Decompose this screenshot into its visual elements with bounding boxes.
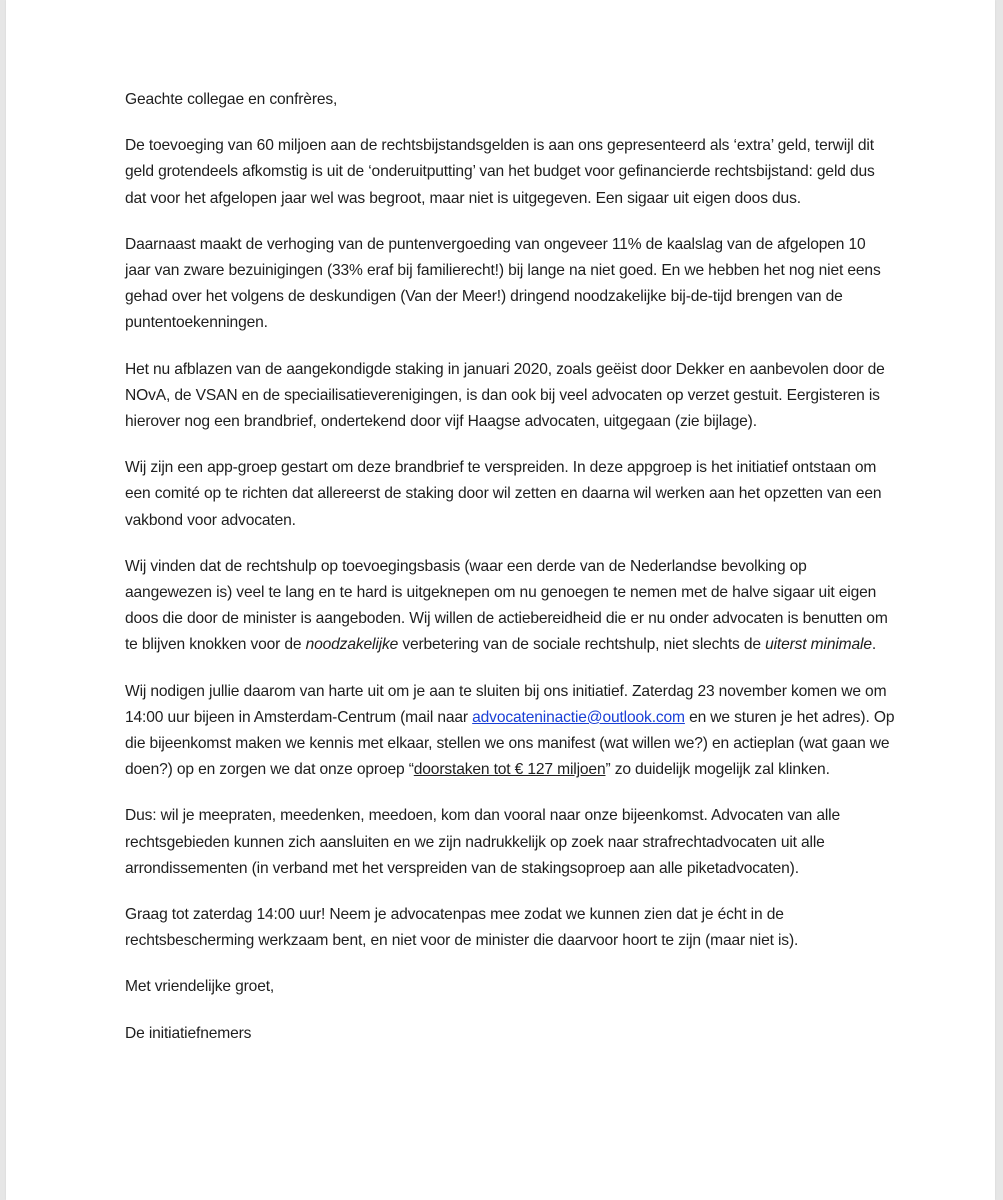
email-link[interactable]: advocateninactie@outlook.com [472,708,685,726]
paragraph-6 [125,679,895,784]
signature: De initiatiefnemers [125,1024,252,1042]
emphasis-noodzakelijke: noodzakelijke [305,636,399,654]
paragraph-6-text: Wij nodigen jullie daarom van harte uit om je aan te sluiten bij ons initiatief. Zaterdag 23 november komen we om 14:00 uur bijeen in Amsterdam-Centrum (mail naar [125,682,887,726]
paragraph-5-text: . [871,636,877,654]
paragraph-1: De toevoeging van 60 miljoen aan de rechtsbijstandsgelden is aan ons gepresenteerd als ‘extra’ geld, terwijl dit geld grotendeels afkomstig is uit de ‘onderuitputting’ van het budget voor gefinancierde rechtsbijstand: geld dus dat voor het afgelopen jaar wel was begroot, maar niet is uitgegeven. Een sigaar uit eigen doos dus. [125,137,875,207]
paragraph-3: Het nu afblazen van de aangekondigde staking in januari 2020, zoals geëist door Dekker en aanbevolen door de NOvA, de VSAN en de speciailisatieverenigingen, is dan ook bij veel advocaten op verzet gestuit. Eergisteren is hierover nog een brandbrief, ondertekend door vijf Haagse advocaten, uitgegaan (zie bijlage). [125,360,885,431]
paragraph-7: Dus: wil je meepraten, meedenken, meedoen, kom dan vooral naar onze bijeenkomst. Advocaten van alle rechtsgebieden kunnen zich aansluiten en we zijn nadrukkelijk op zoek naar strafrechtadvocaten uit alle arrondissementen (in verband met het verspreiden van de stakingsoproep aan alle piketadvocaten). [125,807,841,877]
paragraph-5-text: verbetering van de sociale rechtshulp, niet slechts de [398,636,766,654]
paragraph-4: Wij zijn een app-groep gestart om deze brandbrief te verspreiden. In deze appgroep is het initiatief ontstaan om een comité op te richten dat allereerst de staking door wil zetten en daarna wil werken aan het opzetten van een vakbond voor advocaten. [125,459,882,529]
document-page [6,0,995,1200]
letter-body [125,87,895,1067]
paragraph-2: Daarnaast maakt de verhoging van de puntenvergoeding van ongeveer 11% de kaalslag van de afgelopen 10 jaar van zware bezuinigingen (33% eraf bij familierecht!) bij lange na niet goed. En we hebben het nog niet eens gehad over het volgens de deskundigen (Van der Meer!) dringend noodzakelijke bij-de-tijd brengen van de puntentoekenningen. [125,235,881,332]
paragraph-5-text: Wij vinden dat de rechtshulp op toevoegingsbasis (waar een derde van de Nederlandse bevolking op aangewezen is) veel te lang en te hard is uitgeknepen om nu genoegen te nemen met de halve sigaar uit eigen doos die door de minister is aangeboden. Wij willen de actiebereidheid die er nu onder advocaten is benutten om te blijven knokken voor de [125,557,888,654]
slogan-quote: doorstaken tot € 127 miljoen [413,761,606,779]
paragraph-6-text: ” zo duidelijk mogelijk zal klinken. [605,761,830,779]
paragraph-5 [125,554,895,659]
closing: Met vriendelijke groet, [125,978,275,996]
paragraph-6-text: en we sturen je het adres). Op die bijeenkomst maken we kennis met elkaar, stellen we ons manifest (wat willen we?) en actieplan (wat gaan we doen?) op en zorgen we dat onze oproep “ [125,708,895,779]
paragraph-8: Graag tot zaterdag 14:00 uur! Neem je advocatenpas mee zodat we kunnen zien dat je écht in de rechtsbescherming werkzaam bent, en niet voor de minister die daarvoor hoort te zijn (maar niet is). [125,906,799,950]
salutation: Geachte collegae en confrères, [125,91,338,108]
emphasis-uiterst-minimale: uiterst minimale [765,636,872,654]
